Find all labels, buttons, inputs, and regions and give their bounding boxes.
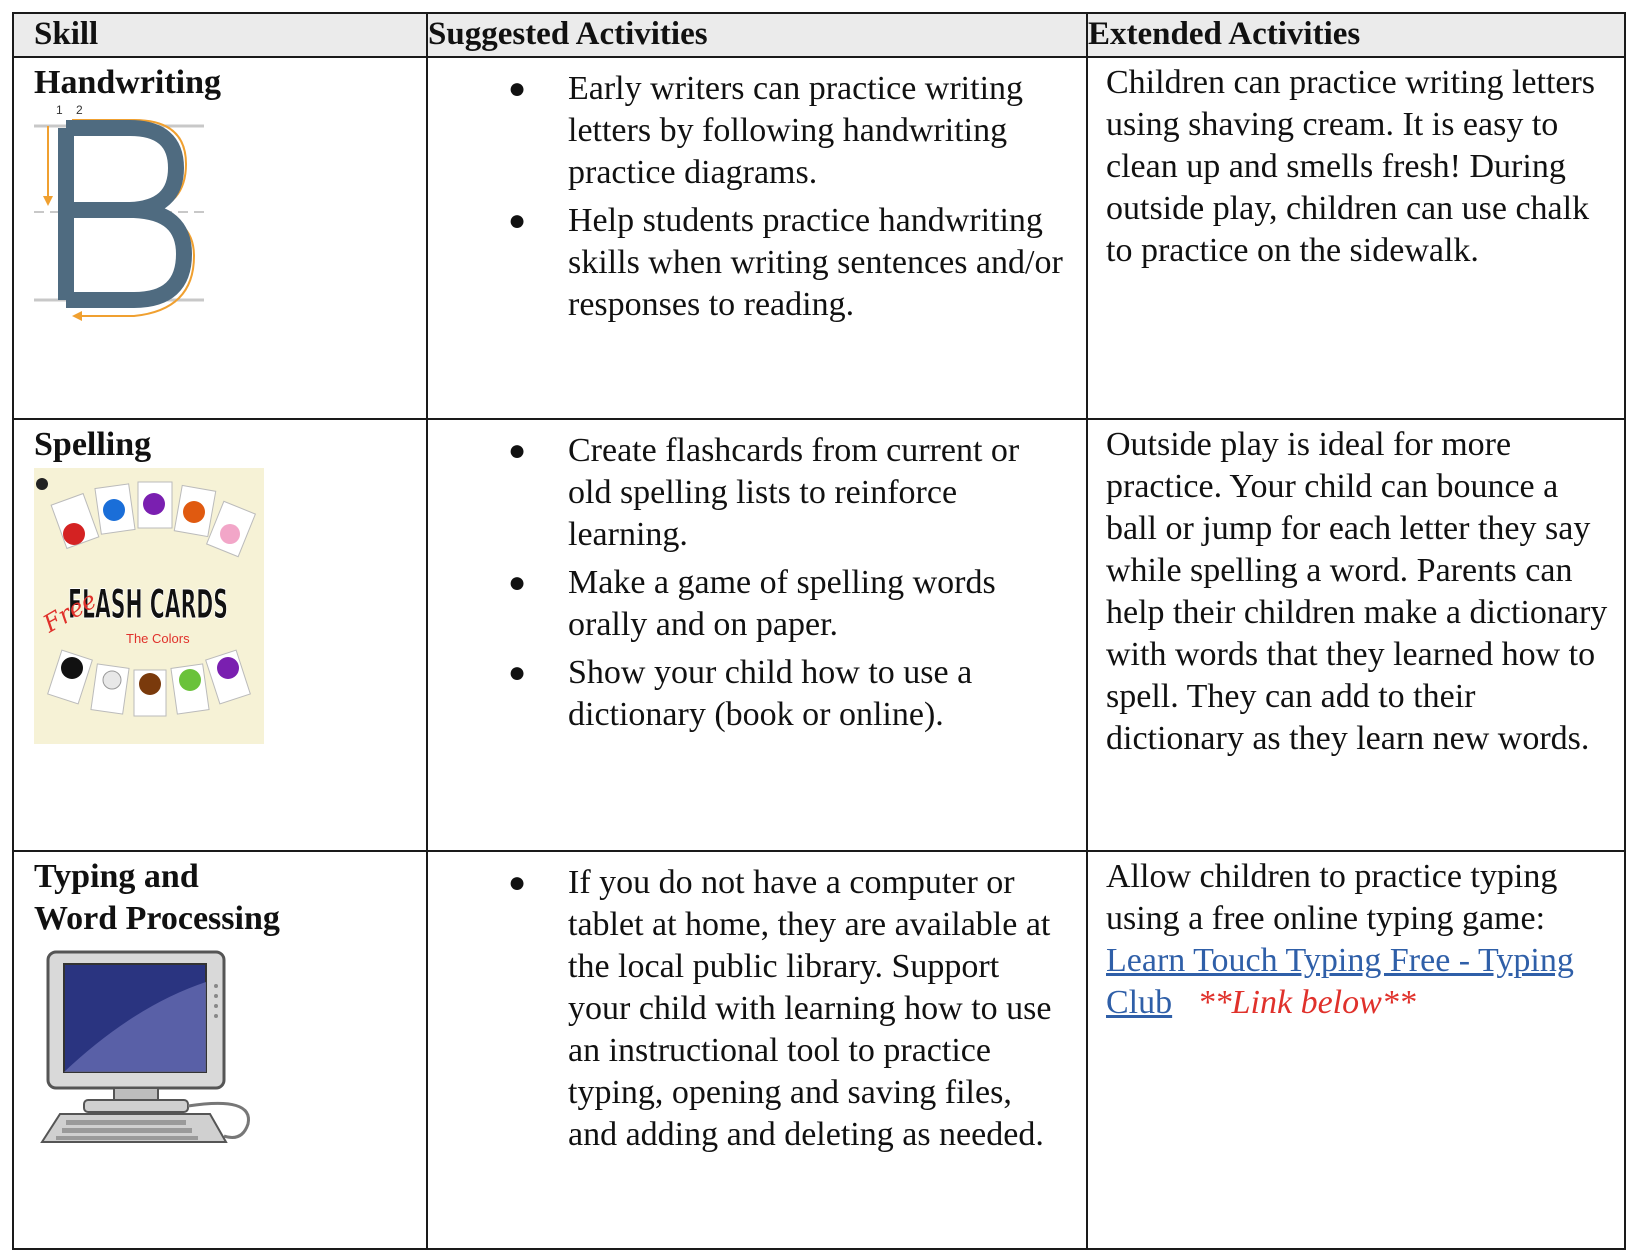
skill-cell-typing [13,851,427,1249]
list-item-text: Show your child how to use a dictionary (book or online). [568,654,973,733]
skill-cell-spelling [13,419,427,851]
flash-cards-subtitle: The Colors [126,631,190,646]
bullet-icon: ● [508,866,527,899]
extended-text: Outside play is ideal for more practice. Your child can bounce a ball or jump for each letter they say while spelling a word. Parents can help their children make a dictionary with words that they learned how to spell. They can add to their dictionary as they learn new words. [1106,426,1608,757]
list-item [428,68,1066,194]
table-row [13,419,1625,851]
table-row [13,851,1625,1249]
suggested-list [428,430,1066,736]
skill-name: Handwriting [34,64,222,101]
desktop-computer-icon [34,946,264,1156]
stroke-number-2: 2 [76,104,83,117]
skill-name-line2: Word Processing [34,900,280,937]
typing-club-link[interactable]: Learn Touch Typing Free - Typing Club [1106,942,1574,1021]
bullet-icon: ● [508,656,527,689]
header-row [13,13,1625,57]
extended-text: Allow children to practice typing using a free online typing game: [1106,858,1558,937]
suggested-list [428,862,1066,1156]
header-suggested: Suggested Activities [427,13,1087,57]
flash-cards-title: FLASH CARDS [68,582,228,628]
list-item [428,562,1066,646]
bullet-icon: ● [508,204,527,237]
suggested-cell-handwriting [427,57,1087,419]
list-item-text: Create flashcards from current or old spelling lists to reinforce learning. [568,432,1020,553]
extended-text: Children can practice writing letters using shaving cream. It is easy to clean up and smells fresh! During outside play, children can use chalk to practice on the sidewalk. [1106,64,1596,269]
activities-table [12,12,1626,1250]
bullet-icon: ● [508,72,527,105]
suggested-list [428,68,1066,326]
list-item-text: Early writers can practice writing letters by following handwriting practice diagrams. [568,70,1024,191]
list-item [428,862,1066,1156]
skill-cell-handwriting [13,57,427,419]
skill-name: Spelling [34,426,152,463]
list-item-text: If you do not have a computer or tablet at home, they are available at the local public library. Support your child with learning how to use an instructional tool to practice typing, opening and saving files, and adding and deleting as needed. [568,864,1052,1153]
stroke-number-1: 1 [56,104,63,117]
bullet-icon: ● [508,566,527,599]
suggested-cell-typing [427,851,1087,1249]
header-skill: Skill [13,13,427,57]
list-item [428,200,1066,326]
flash-cards-free: Free [38,585,102,639]
table-row [13,57,1625,419]
suggested-cell-spelling [427,419,1087,851]
extended-cell-typing [1087,851,1625,1249]
link-below-note: **Link below** [1197,984,1416,1021]
list-item-text: Make a game of spelling words orally and on paper. [568,564,996,643]
extended-cell-handwriting [1087,57,1625,419]
list-item-text: Help students practice handwriting skills when writing sentences and/or responses to reading. [568,202,1063,323]
skill-name-line1: Typing and [34,858,199,895]
list-item [428,652,1066,736]
header-extended: Extended Activities [1087,13,1625,57]
flash-cards-icon [34,468,264,744]
bullet-icon: ● [508,434,527,467]
list-item [428,430,1066,556]
extended-cell-spelling [1087,419,1625,851]
handwriting-letter-b-icon [34,104,214,334]
